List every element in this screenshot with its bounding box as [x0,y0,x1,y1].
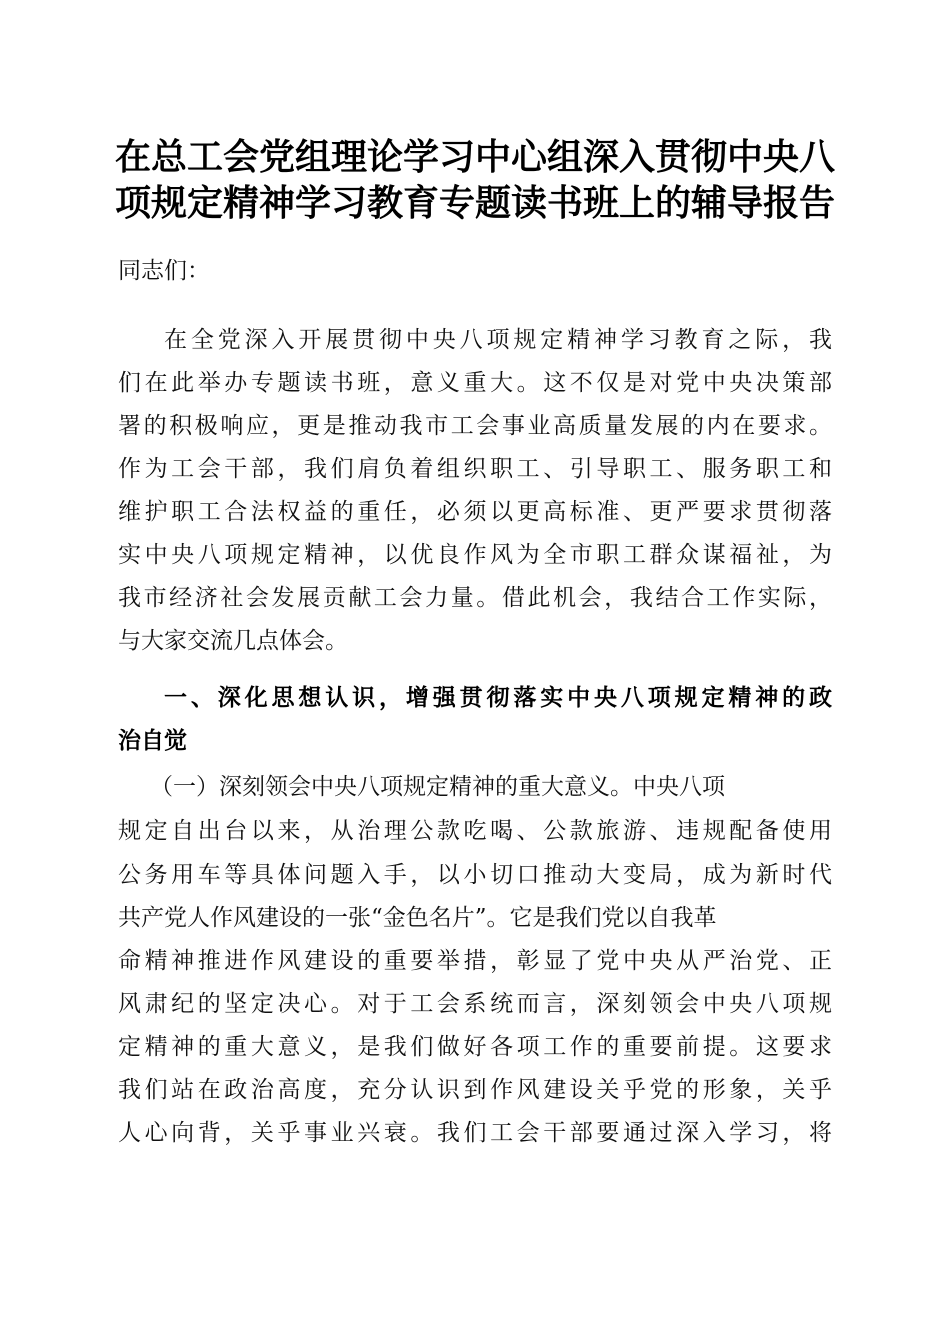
section-body-line: 定精神的重大意义，是我们做好各项工作的重要前提。这要求 [118,1034,836,1060]
salutation: 同志们： [118,258,210,284]
section-heading-line: 治自觉 [118,728,187,754]
section-body-line: 规定自出台以来，从治理公款吃喝、公款旅游、违规配备使用 [118,818,836,844]
document-title-line-1: 在总工会党组理论学习中心组深入贯彻中央八 [114,136,835,178]
intro-line: 我市经济社会发展贡献工会力量。借此机会，我结合工作实际， [118,585,835,611]
section-body-line: 共产党人作风建设的一张“金色名片”。它是我们党以自我革 [118,905,717,931]
section-body-line: 命精神推进作风建设的重要举措，彰显了党中央从严治党、正 [118,948,836,974]
section-body-line: 风肃纪的坚定决心。对于工会系统而言，深刻领会中央八项规 [118,991,836,1017]
intro-line: 们在此举办专题读书班，意义重大。这不仅是对党中央决策部 [118,370,836,396]
intro-line: 在全党深入开展贯彻中央八项规定精神学习教育之际，我 [164,327,836,353]
intro-line: 署的积极响应，更是推动我市工会事业高质量发展的内在要求。 [118,413,835,439]
document-title-line-2: 项规定精神学习教育专题读书班上的辅导报告 [114,182,835,224]
section-body-line: 我们站在政治高度，充分认识到作风建设关乎党的形象，关乎 [118,1077,836,1103]
section-body-line: （一）深刻领会中央八项规定精神的重大意义。中央八项 [150,774,725,800]
intro-line: 维护职工合法权益的重任，必须以更高标准、更严要求贯彻落 [118,499,836,525]
intro-line: 实中央八项规定精神，以优良作风为全市职工群众谋福祉，为 [118,542,836,568]
section-heading-line: 一、深化思想认识，增强贯彻落实中央八项规定精神的政 [164,685,836,711]
intro-line: 与大家交流几点体会。 [118,628,348,654]
section-body-line: 人心向背，关乎事业兴衰。我们工会干部要通过深入学习，将 [118,1120,836,1146]
section-body-line: 公务用车等具体问题入手，以小切口推动大变局，成为新时代 [118,862,836,888]
intro-line: 作为工会干部，我们肩负着组织职工、引导职工、服务职工和 [118,456,836,482]
